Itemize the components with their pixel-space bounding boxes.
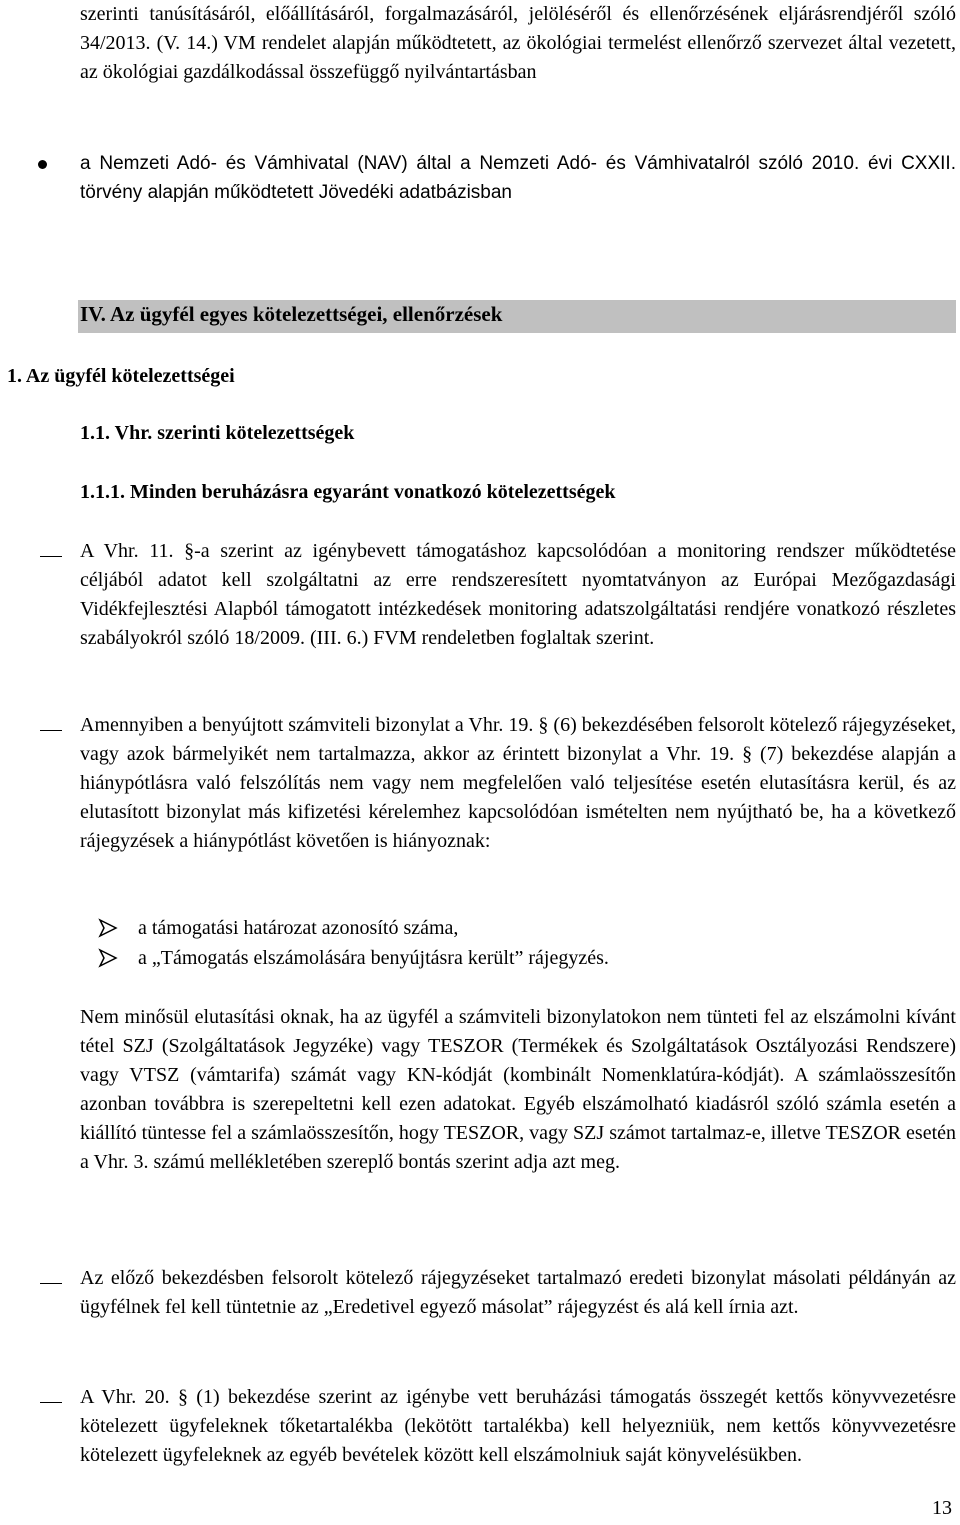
heading-1-1: 1.1. Vhr. szerinti kötelezettségek [80,422,355,444]
section-title: IV. Az ügyfél egyes kötelezettségei, ellenőrzések [80,302,503,326]
dash-icon [38,1264,78,1293]
dash-icon [38,711,78,740]
bullet-text: a Nemzeti Adó- és Vámhivatal (NAV) által a Nemzeti Adó- és Vámhivatalról szóló 2010. évi CXXII. törvény alapján működtetett Jövedéki adatbázisban [80,153,956,203]
arrow-text: a támogatási határozat azonosító száma, [138,917,459,939]
bullet-dot-icon [38,149,78,178]
dash-icon [38,1383,78,1412]
dash-text: Amennyiben a benyújtott számviteli bizonylat a Vhr. 19. § (6) bekezdésében felsorolt kötelező rájegyzéseket, vagy azok bármelyikét nem tartalmazza, akkor az érintett bizonylat a Vhr. 19. § (7) bekezdése alapján a hiánypótlásra való felszólítás nem vagy nem megfelelően való teljesítése esetén elutasításra kerül, és az elutasított bizonylat más kifizetési kérelemhez kapcsolódóan ismételten nem nyújtható be, ha a következő rájegyzések a hiánypótlást követően is hiányoznak: [80,714,957,852]
intro-paragraph: szerinti tanúsításáról, előállításáról, forgalmazásáról, jelöléséről és ellenőrzésének eljárásrendjéről szóló 34/2013. (V. 14.) VM rendelet alapján működtetett, az ökológiai termelést ellenőrző szervezet által vezetett, az ökológiai gazdálkodással összefüggő nyilvántartásban [80,3,956,83]
dash-text: Az előző bekezdésben felsorolt kötelező rájegyzéseket tartalmazó eredeti bizonylat másolati példányán az ügyfélnek fel kell tüntetnie az „Eredetivel egyező másolat” rájegyzést és alá kell írnia azt. [80,1267,956,1318]
heading-1-1-1: 1.1.1. Minden beruházásra egyaránt vonatkozó kötelezettségek [80,481,616,503]
dash-text: A Vhr. 11. §-a szerint az igénybevett támogatáshoz kapcsolódóan a monitoring rendszer működtetése céljából adatot kell szolgáltatni az erre rendszeresített nyomtatványon az Európai Mezőgazdasági Vidékfejlesztési Alapból támogatott intézkedések monitoring adatszolgáltatási rendjére vonatkozó részletes szabályokról szóló 18/2009. (III. 6.) FVM rendeletben foglaltak szerint. [80,540,956,649]
dash-icon [38,537,78,566]
arrow-bullet-icon [98,914,138,947]
section-heading-bar [78,300,956,333]
dash-text: A Vhr. 20. § (1) bekezdése szerint az igénybe vett beruházási támogatás összegét kettős könyvvezetésre kötelezett ügyfeleknek tőketartalékba (lekötött tartalékba) kell helyezniük, nem kettős könyvvezetésre kötelezett ügyfeleknek az egyéb bevételek között kell elszámolniuk saját könyvelésükben. [80,1386,956,1466]
page-number: 13 [932,1497,952,1519]
arrow-bullet-icon [98,944,138,977]
heading-1: 1. Az ügyfél kötelezettségei [7,365,235,387]
arrow-text: a „Támogatás elszámolására benyújtásra került” rájegyzés. [138,947,609,969]
body-paragraph: Nem minősül elutasítási oknak, ha az ügyfél a számviteli bizonylatokon nem tünteti fel az elszámolni kívánt tétel SZJ (Szolgáltatások Jegyzéke) vagy TESZOR (Termékek és Szolgáltatások Osztályozási Rendszere) vagy VTSZ (vámtarifa) számát vagy KN-kódját (kombinált Nomenklatúra-kódját). A számlaösszesítőn azonban továbbra is szerepeltetni kell ezen adatokat. Egyéb elszámolható kiadásról szóló számla esetén a kiállító tüntesse fel a számlaösszesítőn, hogy TESZOR, vagy SZJ számot tartalmaz-e, illetve TESZOR esetén a Vhr. 3. számú mellékletében szereplő bontás szerint adja azt meg. [80,1006,956,1173]
